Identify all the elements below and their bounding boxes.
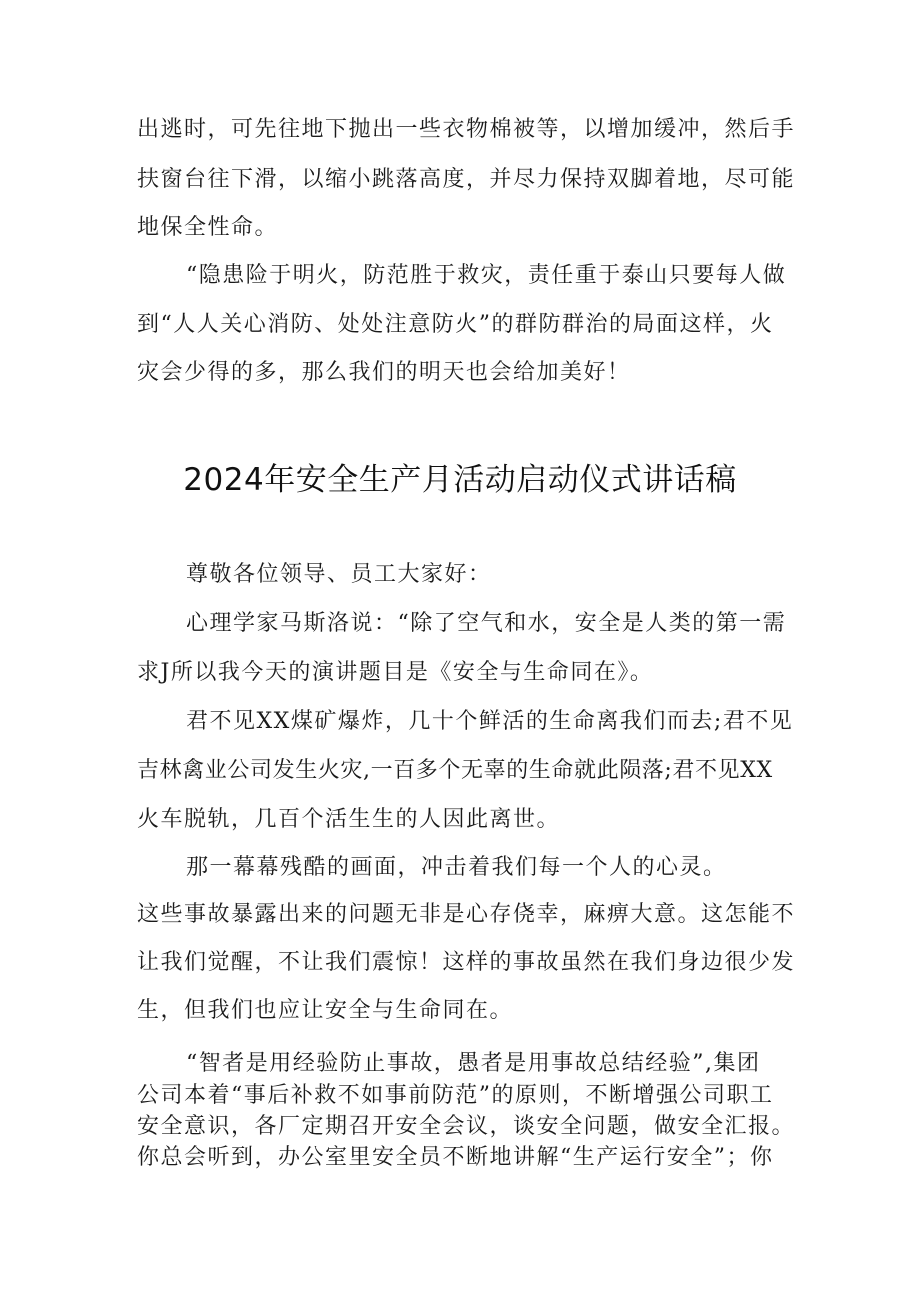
intro-p2-line-2: 到“人人关心消防、处处注意防火”的群防群治的局面这样，火 bbox=[137, 312, 774, 337]
speech-greeting: 尊敬各位领导、员工大家好： bbox=[186, 562, 492, 587]
speech-p2-line-2: 吉林禽业公司发生火灾,一百多个无辜的生命就此陨落;君不见XX bbox=[137, 758, 773, 783]
speech-p5-line-1: “智者是用经验防止事故，愚者是用事故总结经验”,集团 bbox=[186, 1051, 761, 1076]
speech-p4-line-3: 生，但我们也应让安全与生命同在。 bbox=[137, 998, 514, 1023]
speech-p5-line-2: 公司本着“事后补救不如事前防范”的原则，不断增强公司职工 bbox=[137, 1083, 774, 1108]
intro-p1-line-1: 出逃时，可先往地下抛出一些衣物棉被等，以增加缓冲，然后手 bbox=[137, 117, 796, 142]
intro-p1-line-2: 扶窗台往下滑，以缩小跳落高度，并尽力保持双脚着地，尽可能 bbox=[137, 167, 796, 192]
speech-p4-line-2: 让我们觉醒，不让我们震惊！这样的事故虽然在我们身边很少发 bbox=[137, 950, 796, 975]
intro-p1-line-3: 地保全性命。 bbox=[137, 215, 279, 240]
speech-p1-line-2: 求J所以我今天的演讲题目是《安全与生命同在》。 bbox=[137, 660, 654, 685]
intro-p2-line-1: “隐患险于明火，防范胜于救灾，责任重于泰山只要每人做 bbox=[186, 263, 787, 288]
speech-p2-line-1: 君不见XX煤矿爆炸，几十个鲜活的生命离我们而去;君不见 bbox=[186, 709, 794, 734]
speech-p4-line-1: 这些事故暴露出来的问题无非是心存侥幸，麻痹大意。这怎能不 bbox=[137, 902, 796, 927]
intro-p2-line-3: 灾会少得的多，那么我们的明天也会给加美好！ bbox=[137, 360, 631, 385]
speech-p1-line-1: 心理学家马斯洛说：“除了空气和水，安全是人类的第一需 bbox=[186, 611, 787, 636]
speech-p5-line-3: 安全意识，各厂定期召开安全会议，谈安全问题，做安全汇报。 bbox=[137, 1114, 796, 1139]
speech-p5-line-4: 你总会听到，办公室里安全员不断地讲解“生产运行安全”；你 bbox=[137, 1145, 774, 1170]
speech-p3-line-1: 那一幕幕残酷的画面，冲击着我们每一个人的心灵。 bbox=[186, 855, 727, 880]
speech-p2-line-3: 火车脱轨，几百个活生生的人因此离世。 bbox=[137, 807, 561, 832]
page-title: 2024年安全生产月活动启动仪式讲话稿 bbox=[183, 462, 737, 498]
